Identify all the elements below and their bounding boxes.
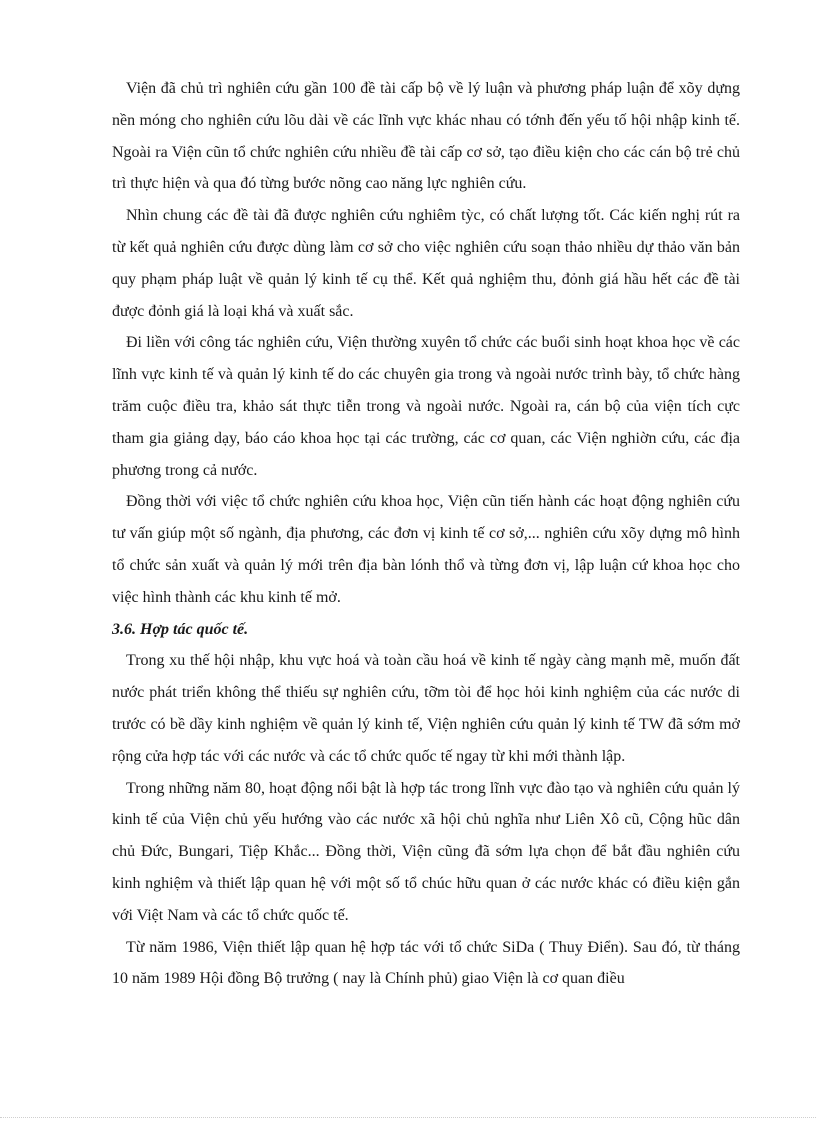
paragraph-research-quality: Nhìn chung các đề tài đã được nghiên cứu nghiêm tỳc, có chất lượng tốt. Các kiến nghị rút ra từ kết quả nghiên cứu được dùng làm cơ sở cho việc nghiên cứu soạn thảo nhiều dự thảo văn bản quy phạm pháp luật về quản lý kinh tế cụ thể. Kết quả nghiệm thu, đỏnh giá hầu hết các đề tài được đỏnh giá là loại khá và xuất sắc. [112,207,740,320]
paragraph-integration-trend: Trong xu thế hội nhập, khu vực hoá và toàn cầu hoá về kinh tế ngày càng mạnh mẽ, muốn đất nước phát triển không thể thiếu sự nghiên cứu, tỡm tòi để học hỏi kinh nghiệm của các nước di trước có bề dầy kinh nghiệm về quản lý kinh tế, Viện nghiên cứu quản lý kinh tế TW đã sớm mở rộng cửa hợp tác với các nước và các tổ chức quốc tế ngay từ khi mới thành lập. [112,652,740,765]
page-bottom-border [0,1117,816,1118]
paragraph-sida-cooperation: Từ năm 1986, Viện thiết lập quan hệ hợp tác với tổ chức SiDa ( Thuy Điển). Sau đó, từ tháng 10 năm 1989 Hội đồng Bộ trưởng ( nay là Chính phủ) giao Viện là cơ quan điều [112,938,740,988]
paragraph-research-topics: Viện đã chủ trì nghiên cứu gần 100 đề tài cấp bộ về lý luận và phương pháp luận để xõy dựng nền móng cho nghiên cứu lõu dài về các lĩnh vực khác nhau có tớnh đến yếu tố hội nhập kinh tế. Ngoài ra Viện cũn tổ chức nghiên cứu nhiều đề tài cấp cơ sở, tạo điều kiện cho các cán bộ trẻ chủ trì thực hiện và qua đó từng bước nõng cao năng lực nghiên cứu. [112,80,740,193]
paragraph-1980s-cooperation: Trong những năm 80, hoạt động nổi bật là hợp tác trong lĩnh vực đào tạo và nghiên cứu quản lý kinh tế của Viện chủ yếu hướng vào các nước xã hội chủ nghĩa như Liên Xô cũ, Cộng hũc dân chủ Đức, Bungari, Tiệp Khắc... Đồng thời, Viện cũng đã sớm lựa chọn để bắt đầu nghiên cứu kinh nghiệm và thiết lập quan hệ với một số tổ chúc hữu quan ở các nước khác có điều kiện gắn với Việt Nam và các tổ chức quốc tế. [112,779,740,924]
section-heading-international-cooperation: 3.6. Hợp tác quốc tế. [112,620,249,638]
paragraph-consulting-research: Đồng thời với việc tổ chức nghiên cứu khoa học, Viện cũn tiến hành các hoạt động nghiên cứu tư vấn giúp một số ngành, địa phương, các đơn vị kinh tế cơ sở,... nghiên cứu xõy dựng mô hình tổ chức sản xuất và quản lý mới trên địa bàn lónh thổ và từng đơn vị, lập luận cứ khoa học cho việc hình thành các khu kinh tế mở. [112,493,740,606]
paragraph-scientific-activities: Đi liền với công tác nghiên cứu, Viện thường xuyên tổ chức các buổi sinh hoạt khoa học về các lĩnh vực kinh tế và quản lý kinh tế do các chuyên gia trong và ngoài nước trình bày, tổ chức hàng trăm cuộc điều tra, khảo sát thực tiễn trong và ngoài nước. Ngoài ra, cán bộ của viện tích cực tham gia giảng dạy, báo cáo khoa học tại các trường, các cơ quan, các Viện nghiờn cứu, các địa phương trong cả nước. [112,334,740,479]
document-page [112,73,740,995]
